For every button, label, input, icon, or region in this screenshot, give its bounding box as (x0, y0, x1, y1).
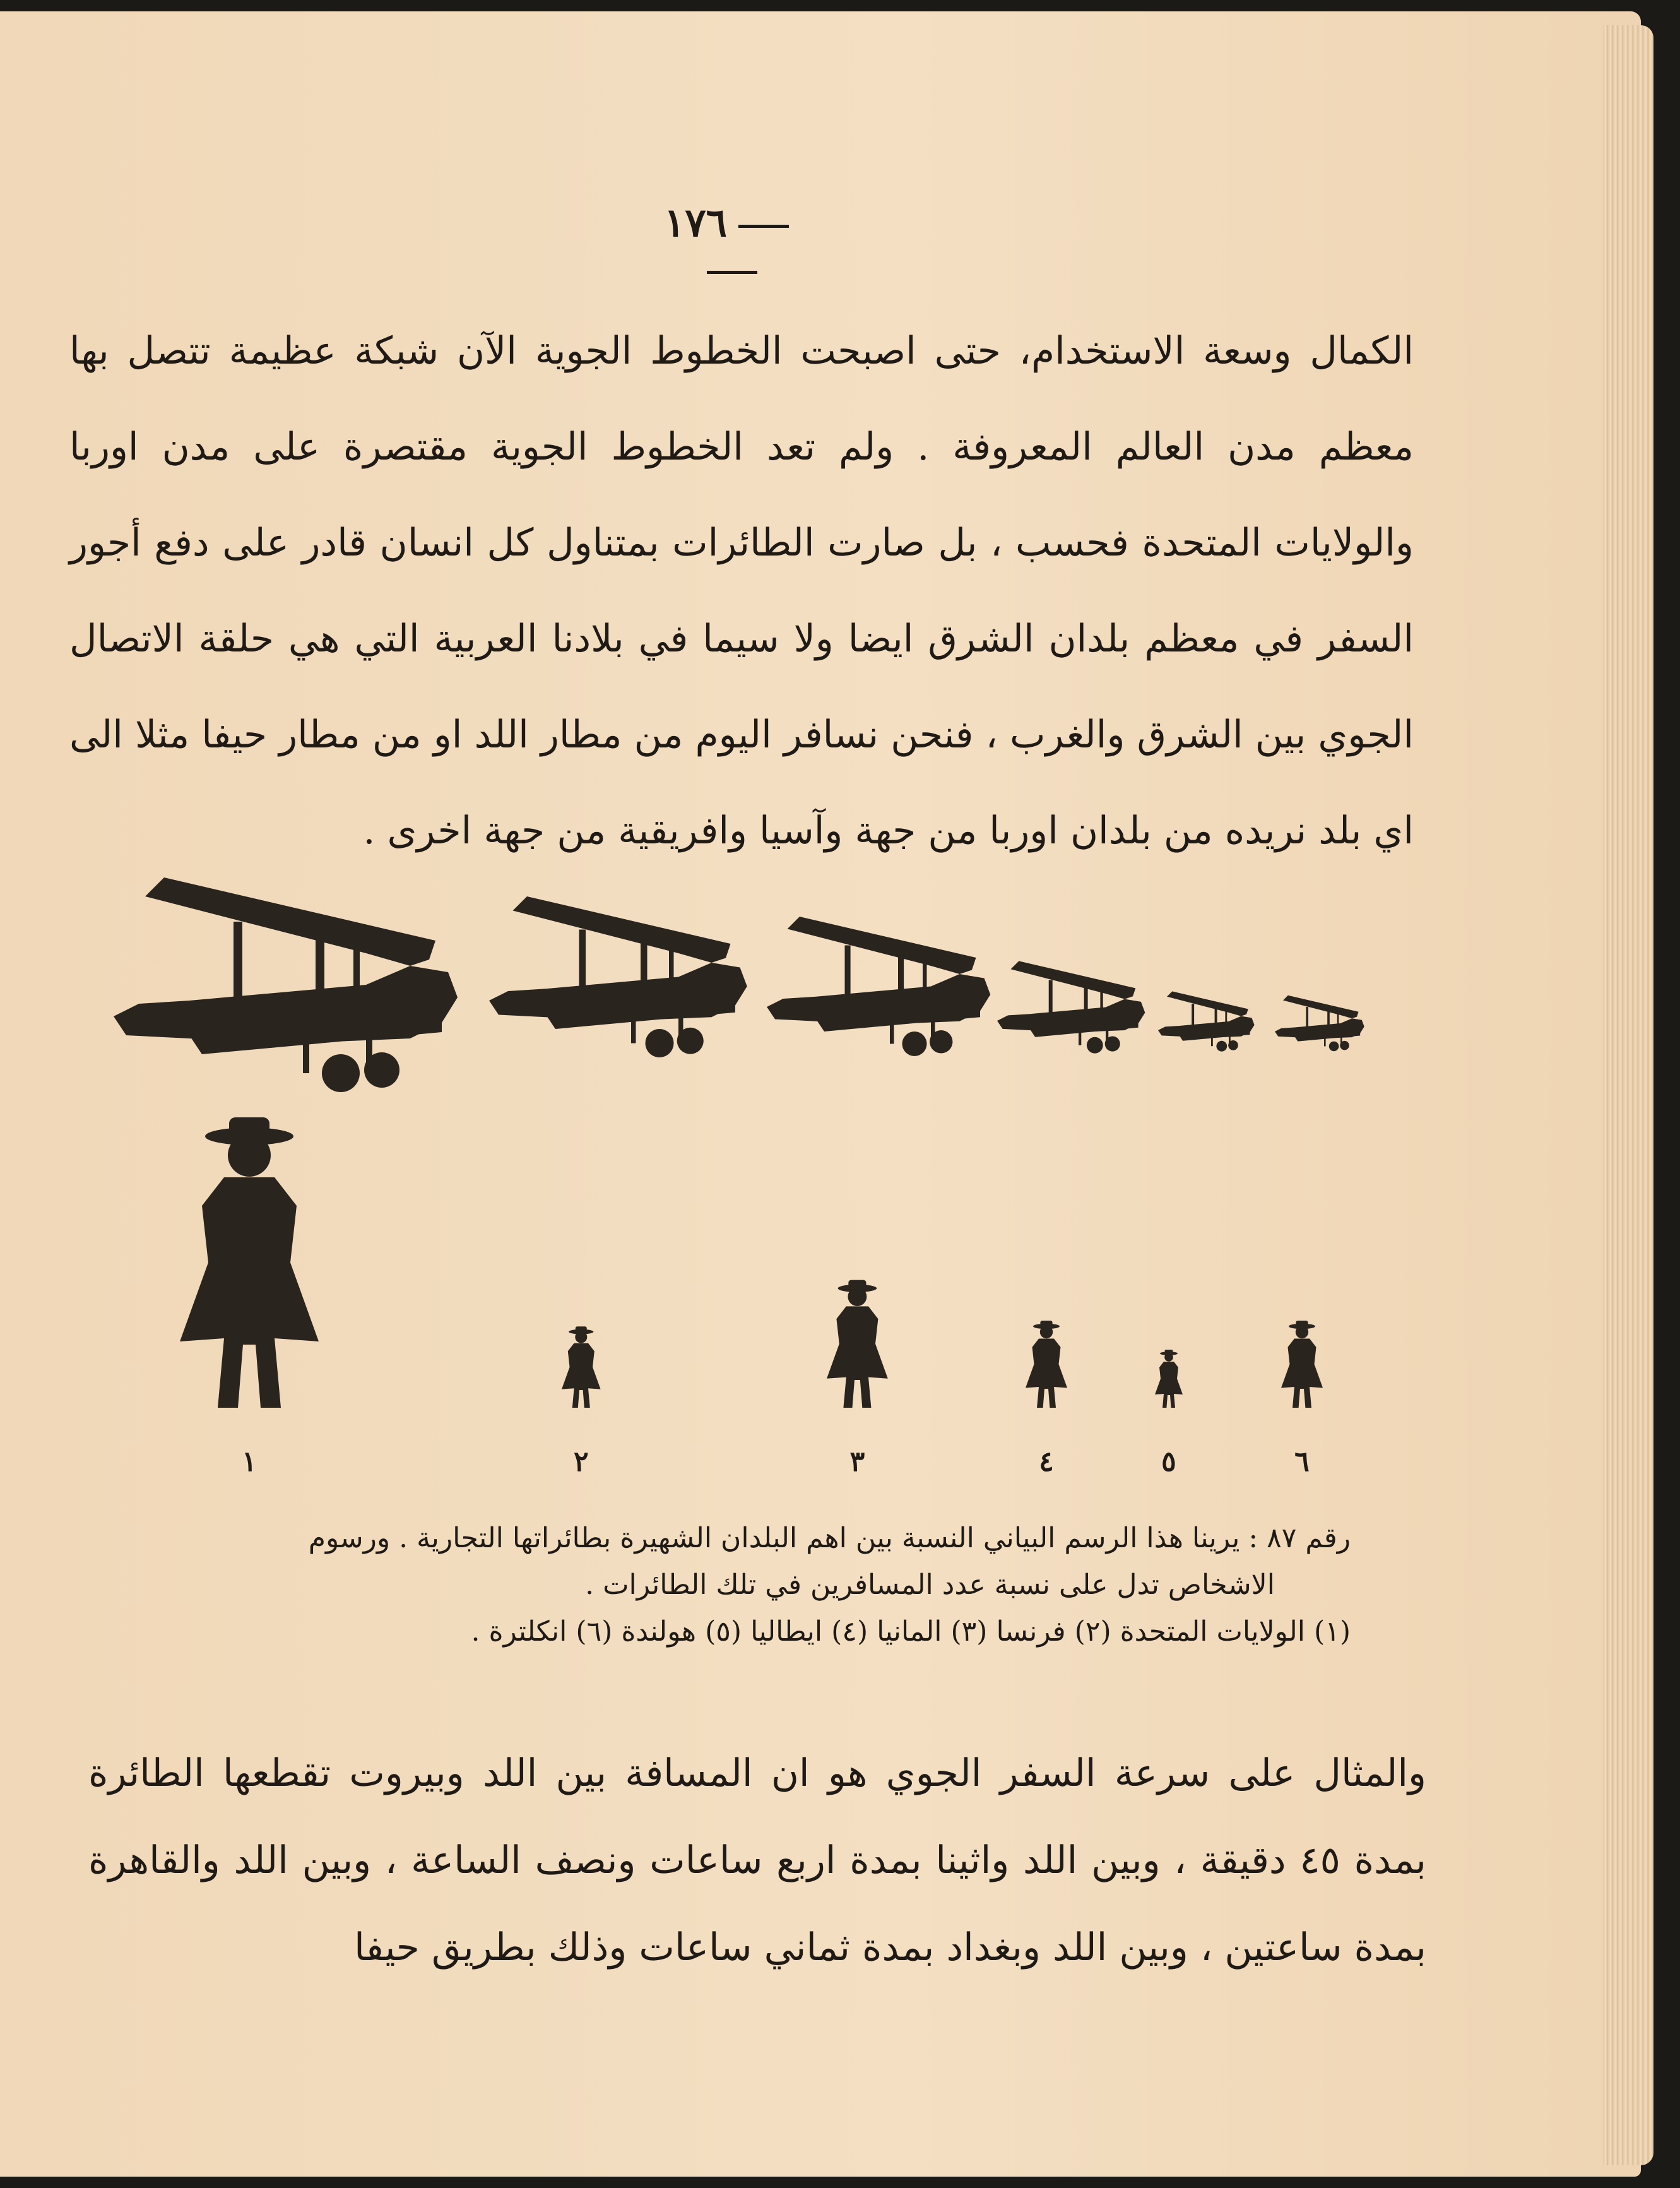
figure-label-1: ١ (242, 1446, 257, 1478)
caption-line-3: (١) الولايات المتحدة (٢) فرنسا (٣) المانيا (٤) ايطاليا (٥) هولندة (٦) انكلترة . (471, 1615, 1351, 1648)
passenger-2-icon (562, 1326, 601, 1408)
page-number (631, 199, 833, 292)
caption-line-2: الاشخاص تدل على نسبة عدد المسافرين في تلك الطائرات . (585, 1569, 1275, 1601)
planes-row (114, 877, 1364, 1092)
plane-5-icon (1158, 991, 1255, 1051)
figure-label-3: ٣ (849, 1446, 865, 1478)
plane-2-icon (489, 896, 747, 1057)
passenger-5-icon (1155, 1350, 1183, 1408)
pictogram-svg (107, 877, 1382, 1458)
figure-label-2: ٢ (573, 1446, 589, 1478)
page-edge (1603, 25, 1653, 2165)
plane-6-icon (1275, 996, 1364, 1051)
caption-line-1: رقم ٨٧ : يرينا هذا الرسم البياني النسبة بين اهم البلدان الشهيرة بطائراتها التجارية . ورسوم (308, 1522, 1351, 1554)
plane-4-icon (997, 961, 1145, 1053)
page-number-text: ١٧٦ (664, 199, 727, 246)
figure-label-5: ٥ (1161, 1446, 1176, 1478)
figure-caption (151, 1515, 1351, 1655)
figure-label-6: ٦ (1294, 1446, 1310, 1478)
page-number-dash-right (738, 225, 789, 228)
paragraph-1: الكمال وسعة الاستخدام، حتى اصبحت الخطوط الجوية الآن شبكة عظيمة تتصل بها معظم مدن العالم المعروفة . ولم تعد الخطوط الجوية مقتصرة على مدن اوربا والولايات المتحدة فحسب ، بل صارت الطائرات بمتناول كل انسان قادر على دفع أجور السفر في معظم بلدان الشرق ايضا ولا سيما في بلادنا العربية التي هي حلقة الاتصال الجوي بين الشرق والغرب ، فنحن نسافر اليوم من مطار اللد او من مطار حيفا مثلا الى اي بلد نريده من بلدان اوربا من جهة وآسيا وافريقية من جهة اخرى . (69, 329, 1414, 853)
page-number-dash-left (707, 271, 757, 274)
paragraph-2: والمثال على سرعة السفر الجوي هو ان المسافة بين اللد وبيروت تقطعها الطائرة بمدة ٤٥ دقيقة ، وبين اللد واثينا بمدة اربع ساعات ونصف الساعة ، وبين اللد والقاهرة بمدة ساعتين ، وبين اللد وبغداد بمدة ثماني ساعات وذلك بطريق حيفا (88, 1751, 1426, 1970)
pictogram-figure (107, 877, 1382, 1458)
passenger-3-icon (827, 1280, 888, 1408)
passenger-1-icon (180, 1117, 319, 1408)
passenger-4-icon (1026, 1321, 1067, 1408)
plane-1-icon (114, 877, 458, 1092)
passengers-row (180, 1117, 1323, 1408)
plane-3-icon (767, 917, 990, 1056)
figure-label-4: ٤ (1039, 1446, 1054, 1478)
passenger-6-icon (1281, 1321, 1323, 1408)
